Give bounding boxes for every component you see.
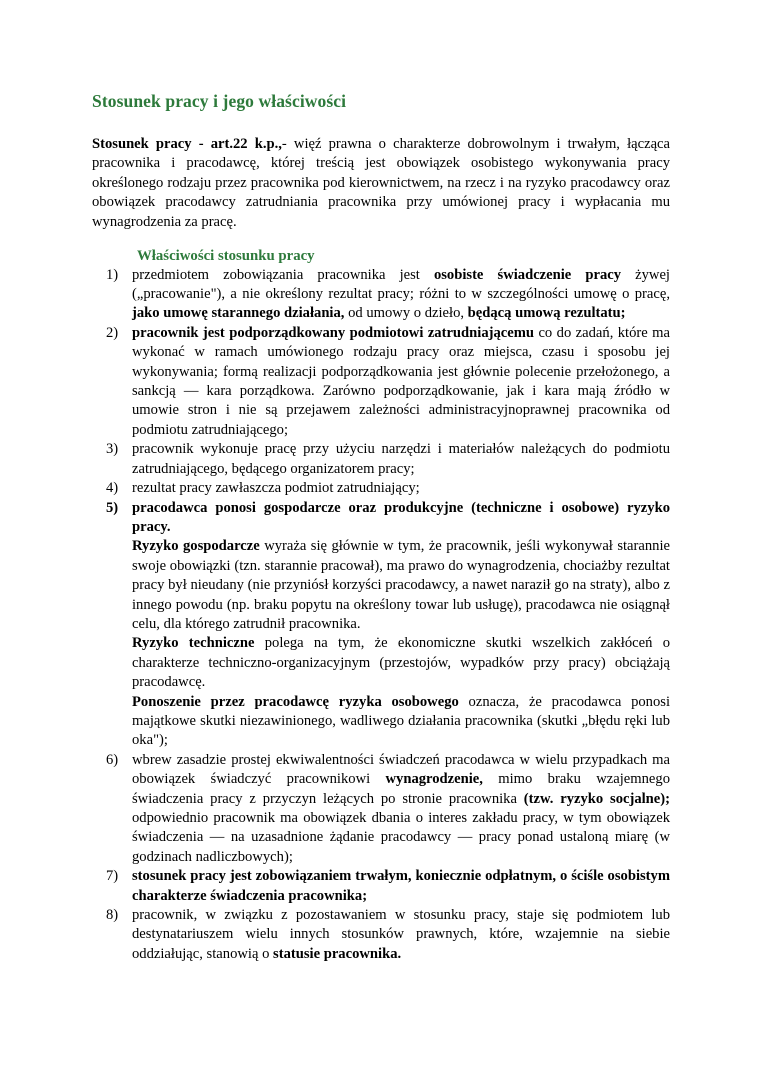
intro-text: - więź prawna o charakterze dobrowolnym i trwałym, łącząca pracownika i pracodawcę, której treścią jest obowiązek osobistego wykonywania pracy określonego rodzaju przez pracownika pod kierownictwem, na rzecz i na ryzyko pracodawcy oraz obowiązek pracodawcy zatrudniania pracownika przy umówionej pracy i wypłacania mu wynagrodzenia za pracę. bbox=[92, 136, 671, 230]
item-number: 4) bbox=[106, 480, 119, 497]
item-number: 6) bbox=[106, 751, 119, 768]
intro-term: Stosunek pracy - art.22 k.p., bbox=[92, 136, 282, 152]
item-number: 2) bbox=[106, 324, 119, 341]
item-number: 7) bbox=[106, 868, 119, 885]
list-item-3: 3) pracownik wykonuje pracę przy użyciu narzędzi i materiałów należących do podmiotu zatrudniającego, będącego organizatorem pracy; bbox=[106, 441, 670, 477]
list-item-4: 4) rezultat pracy zawłaszcza podmiot zatrudniający; bbox=[92, 479, 670, 498]
properties-list bbox=[92, 266, 670, 965]
list-item-6: 6) wbrew zasadzie prostej ekwiwalentności świadczeń pracodawca w wielu przypadkach ma obowiązek świadczyć pracownikowi wynagrodzenie, mimo braku wzajemnego świadczenia pracy z przyczyn leżących po stronie pracownika (tzw. ryzyko socjalne); odpowiednio pracownik ma obowiązek dbania o interes zakładu pracy, w tym obowiązek świadczenia — na uzasadnione żądanie pracodawcy — pracy ponad ustaloną miarę (w godzinach nadliczbowych); bbox=[106, 751, 670, 865]
risk-technical: Ryzyko techniczne polega na tym, że ekonomiczne skutki wszelkich zakłóceń o charakterze techniczno-organizacyjnym (przestojów, wypadków przy pracy) obciążają pracodawcę. bbox=[132, 635, 670, 691]
list-item-2: 2) pracownik jest podporządkowany podmiotowi zatrudniającemu co do zadań, które ma wykonać w ramach umówionego rodzaju pracy oraz miejsca, czasu i sposobu jej wykonywania; formą realizacji podporządkowania jest głównie polecenie przełożonego, a sankcją — kara porządkowa. Zarówno podporządkowanie, jak i kara mają źródło w umowie stron i nie są przejawem zależności administracyjnoprawnej pracownika od podmiotu zatrudniającego; bbox=[106, 324, 671, 438]
item-number: 5) bbox=[106, 499, 119, 516]
list-item-8: 8) pracownik, w związku z pozostawaniem w stosunku pracy, staje się podmiotem lub destynatariuszem wielu innych stosunków prawnych, które, wzajemnie na siebie oddziałując, stanowią o statusie pracownika. bbox=[106, 907, 670, 962]
list-item-7: 7) stosunek pracy jest zobowiązaniem trwałym, koniecznie odpłatnym, o ściśle osobistym charakterze świadczenia pracownika; bbox=[106, 868, 670, 904]
item-number: 1) bbox=[106, 266, 119, 283]
document-title: Stosunek pracy i jego właściwości bbox=[92, 91, 347, 111]
document-page bbox=[92, 90, 670, 964]
item-number: 3) bbox=[106, 441, 119, 458]
risk-personal: Ponoszenie przez pracodawcę ryzyka osobowego oznacza, że pracodawca ponosi majątkowe skutki niezawinionego, wadliwego działania pracownika (skutki „błędu ręki lub oka"); bbox=[132, 693, 671, 749]
list-item-1: 1) przedmiotem zobowiązania pracownika jest osobiste świadczenie pracy żywej („pracowanie"), a nie określony rezultat pracy; różni to w szczególności umowę o pracę, jako umowę starannego działania, od umowy o dzieło, będącą umową rezultatu; bbox=[106, 266, 670, 322]
item-number: 8) bbox=[106, 907, 119, 924]
risk-economic: Ryzyko gospodarcze wyraża się głównie w tym, że pracownik, jeśli wykonywał starannie swoje obowiązki (tzn. starannie pracował), ma prawo do wynagrodzenia, chociażby rezultat pracy był nieudany (nie przyniósł korzyści pracodawcy, a nawet naraził go na straty), albo z innego powodu (np. braku popytu na określony towar lub usługę), pracodawca nie osiągnął celu, dla którego zatrudnił pracownika. bbox=[132, 538, 670, 632]
intro-paragraph bbox=[92, 135, 670, 232]
list-item-5: 5) pracodawca ponosi gospodarcze oraz produkcyjne (techniczne i osobowe) ryzyko pracy. Ryzyko gospodarcze wyraża się głównie w tym, że pracownik, jeśli wykonywał starannie swoje obowiązki (tzn. starannie pracował), ma prawo do wynagrodzenia, chociażby rezultat pracy był nieudany (nie przyniósł korzyści pracodawcy, a nawet naraził go na straty), albo z innego powodu (np. braku popytu na określony towar lub usługę), pracodawca nie osiągnął celu, dla którego zatrudnił pracownika. Ryzyko techniczne polega na tym, że ekonomiczne skutki wszelkich zakłóceń o charakterze techniczno-organizacyjnym (przestojów, wypadków przy pracy) obciążają pracodawcę. Ponoszenie przez pracodawcę ryzyka osobowego oznacza, że pracodawca ponosi majątkowe skutki niezawinionego, wadliwego działania pracownika (skutki „błędu ręki lub oka"); bbox=[92, 499, 670, 751]
section-heading: Właściwości stosunku pracy bbox=[137, 247, 315, 264]
